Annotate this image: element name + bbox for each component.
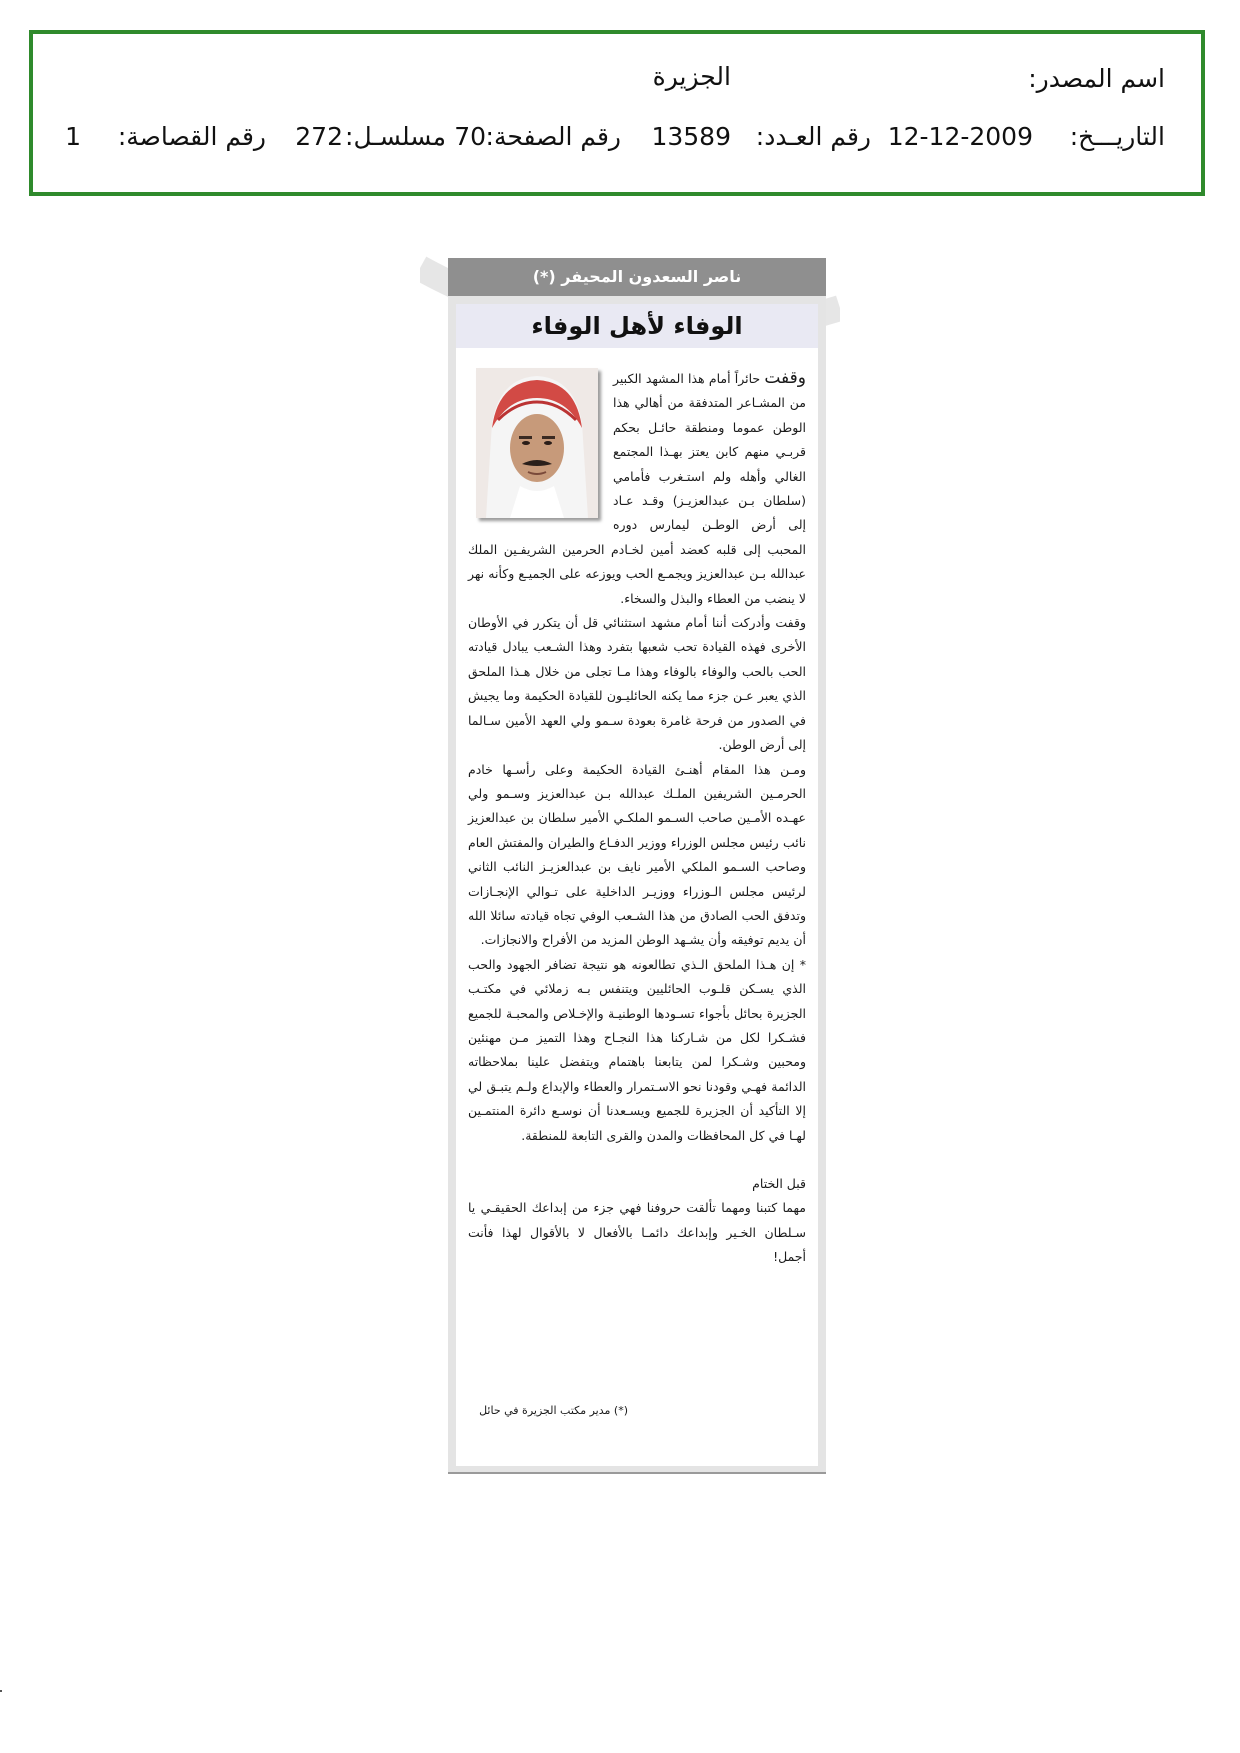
author-byline: ناصر السعدون المحيفر (*)	[448, 258, 826, 296]
article-headline: الوفاء لأهل الوفاء	[531, 312, 743, 340]
issue-label: رقم العـدد:	[755, 122, 871, 151]
article-paragraph: ومـن هذا المقام أهنـئ القيادة الحكيمة وعلى رأسـها خادم الحرمـين الشريفين الملـك عبدالله بـن عبدالعزيز وسـمو ولي عهـده الأمـين صاحب السـمو الملكـي الأمير سلطان بن عبدالعزيز نائب رئيس مجلس الوزراء ووزير الدفـاع والطيران والمفتش العام وصاحب السـمو الملكي الأمير نايف بن عبدالعزيـز النائب الثاني لرئيس مجلس الـوزراء ووزيـر الداخلية على تـوالي الإنجـازات وتدفق الحب الصادق من هذا الشـعب الوفي تجاه قيادته سائلا الله أن يديم توفيقه وأن يشـهد الوطن المزيد من الأفراح والانجازات.	[468, 761, 806, 948]
date-value: 12-12-2009	[887, 122, 1033, 151]
lead-word: وقفت	[764, 368, 806, 388]
issue-value: 13589	[651, 122, 731, 151]
paragraph-text: حائراً أمام هذا المشهد الكبير من المشـاعر المتدفقة من أهالي هذا الوطن عموما ومنطقة حائـل بحكم قربـي منهم كابن يعتز بهـذا المجتمع الغالي وأهله ولم استـغرب فأمامي (سلطان بـن عبدالعزيـز) وقـد عـاد إلى أرض الوطـن ليمارس دوره المحبب إلى قلبه كعضد أمين لخـادم الحرمين الشريفـين الملك عبدالله بـن عبدالعزيز ويجمـع الحب ويوزعه على الجميـع وكأنه نهر لا ينضب من العطاء والبذل والسخاء.	[468, 371, 806, 606]
scan-speck	[0, 1690, 2, 1692]
serial-value: 272	[295, 122, 343, 151]
article-paragraph: وقفت وأدركت أننا أمام مشهد استثنائي قل أن يتكرر في الأوطان الأخرى فهذه القيادة تحب شعبها بتفرد وهذا الشـعب يبادل قيادته الحب بالحب والوفاء بالوفاء وهذا مـا تجلى من خلال هـذا الملحق الذي يعبر عـن جزء مما يكنه الحائليـون للقيادة الحكيمة وما يجيش في الصدور من فرحة غامرة بعودة سـمو ولي العهد الأمين سـالما إلى أرض الوطن.	[468, 615, 806, 753]
article-clipping	[448, 258, 826, 1474]
date-label: التاريـــخ:	[1069, 122, 1165, 151]
clip-label: رقم القصاصة:	[117, 122, 266, 151]
clipping-metadata-box	[29, 30, 1205, 196]
clip-value: 1	[65, 122, 81, 151]
source-label: اسم المصدر:	[1028, 64, 1165, 93]
author-footnote: (*) مدير مكتب الجزيرة في حائل	[479, 1404, 628, 1417]
article-sheet	[456, 304, 818, 1466]
article-paragraph: * إن هـذا الملحق الـذي تطالعونه هو نتيجة تضافر الجهود والحب الذي يسـكن قلـوب الحائليين ويتنفس بـه زملائي في مكتـب الجزيرة بحائل بأجواء تسـودها الوطنيـة والإخـلاص والمحبـة للجميع فشـكرا لكل من شـاركنا هذا النجـاح وهذا التميز مـن مهنئين ومحبين وشـكرا لمن يتابعنا باهتمام ويتفضل علينا بملاحظاته الدائمة فهـي وقودنا نحو الاسـتمرار والعطاء والإبداع ولـم يتبـق لي إلا التأكيد أن الجزيرة للجميع ويسـعدنا أن نوسـع دائرة المنتمـين لهـا في كل المحافظات والمدن والقرى التابعة للمنطقة.	[468, 956, 806, 1143]
paragraph-spacer	[468, 1148, 806, 1172]
article-body	[468, 366, 806, 1270]
page-value: 70	[454, 122, 486, 151]
photo-wrap-space	[468, 366, 613, 528]
closing-heading: قبل الختام	[752, 1176, 806, 1191]
article-paragraph: مهما كتبنا ومهما تألقت حروفنا فهي جزء من إبداعك الحقيقـي يا سـلطان الخـير وإبداعك دائمـا بالأفعال لا بالأقوال لهذا فأنت أجمل!	[468, 1200, 806, 1265]
serial-label: مسلسـل:	[345, 122, 446, 151]
source-value: الجزيرة	[652, 62, 731, 91]
page-label: رقم الصفحة:	[485, 122, 621, 151]
